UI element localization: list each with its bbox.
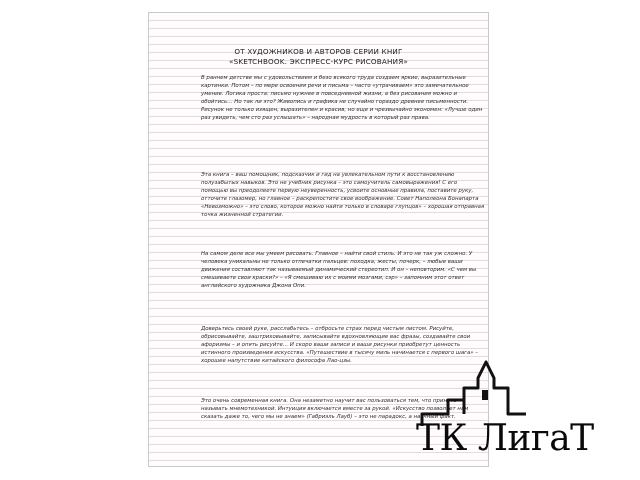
page-heading-line-2: «SKETCHBOOK. ЭКСПРЕСС-КУРС РИСОВАНИЯ» bbox=[229, 57, 408, 66]
paragraph-5: Это очень современная книга. Она незаметно научит вас пользоваться тем, что принято называть мнемотехникой. Интуиция включается вместе за рукой. «Искусство позволяет нам сказать даже то, чего мы не знаем» (Габриэль Лауб) – это не парадокс, а научный факт. bbox=[201, 398, 469, 420]
paragraph-3: На самом деле все мы умеем рисовать. Главное – найти свой стиль. И это не так уж сложно. У человека уникальны не только отпечатки пальцев: походка, жесты, почерк, – любые ваши движения составляют так называемый динамический стереотип. И он – неповторим. «С чем вы смешиваете свои краски?» – «Я смешиваю их с моими мозгами, сэр» – запомним этот ответ английского художника Джона Опи. bbox=[201, 251, 477, 289]
page-heading-line-1: ОТ ХУДОЖНИКОВ И АВТОРОВ СЕРИИ КНИГ bbox=[234, 47, 403, 56]
watermark-logo bbox=[408, 356, 636, 480]
paragraph-1: В раннем детстве мы с удовольствием и безо всякого труда создаем яркие, выразительные картинки. Потом – по мере освоения речи и письма – часто «утрачиваем» это замечательное умение. Логика проста: письмо нужнее в повседневной жизни, а без рисования можно и обойтись… Но так ли это? Живопись и графика не случайно гораздо древнее письменности. Рисунок не только изящен, выразителен и красив, но еще и чрезвычайно экономен: «Лучше один раз увидеть, чем сто раз услышать» – народная мудрость в который раз права. bbox=[201, 75, 483, 121]
paragraph-2: Эта книга – ваш помощник, подсказчик и гид на увлекательном пути к восстановлению полузабытых навыков. Это не учебник рисунка – это самоучитель самовыражения! С его помощью вы преодолеете первую неуверенность, усвоите основные правила, поставите руку, отточите глазомер, но главное – раскрепостите свое воображение. Совет Наполеона Бонапарта «Невозможно» – это слово, которое можно найти только в словаре глупцов» – хорошая отправная точка жизненной стратегии. bbox=[201, 172, 485, 218]
paragraph-4: Доверьтесь своей руке, расслабьтесь – отбросьте страх перед чистым листом. Рисуйте, обрисовывайте, заштриховывайте, записывайте вдохновляющие вас фразы, создавайте свои афоризмы – и опять рисуйте… И скоро ваши записи и ваши рисунки приобретут ценность истинного произведения искусства. «Путешествие в тысячу миль начинается с первого шага» – хорошее напутствие китайского философа Лао-цзы. bbox=[201, 326, 478, 364]
watermark-text: ТК ЛигаТ bbox=[416, 418, 594, 459]
